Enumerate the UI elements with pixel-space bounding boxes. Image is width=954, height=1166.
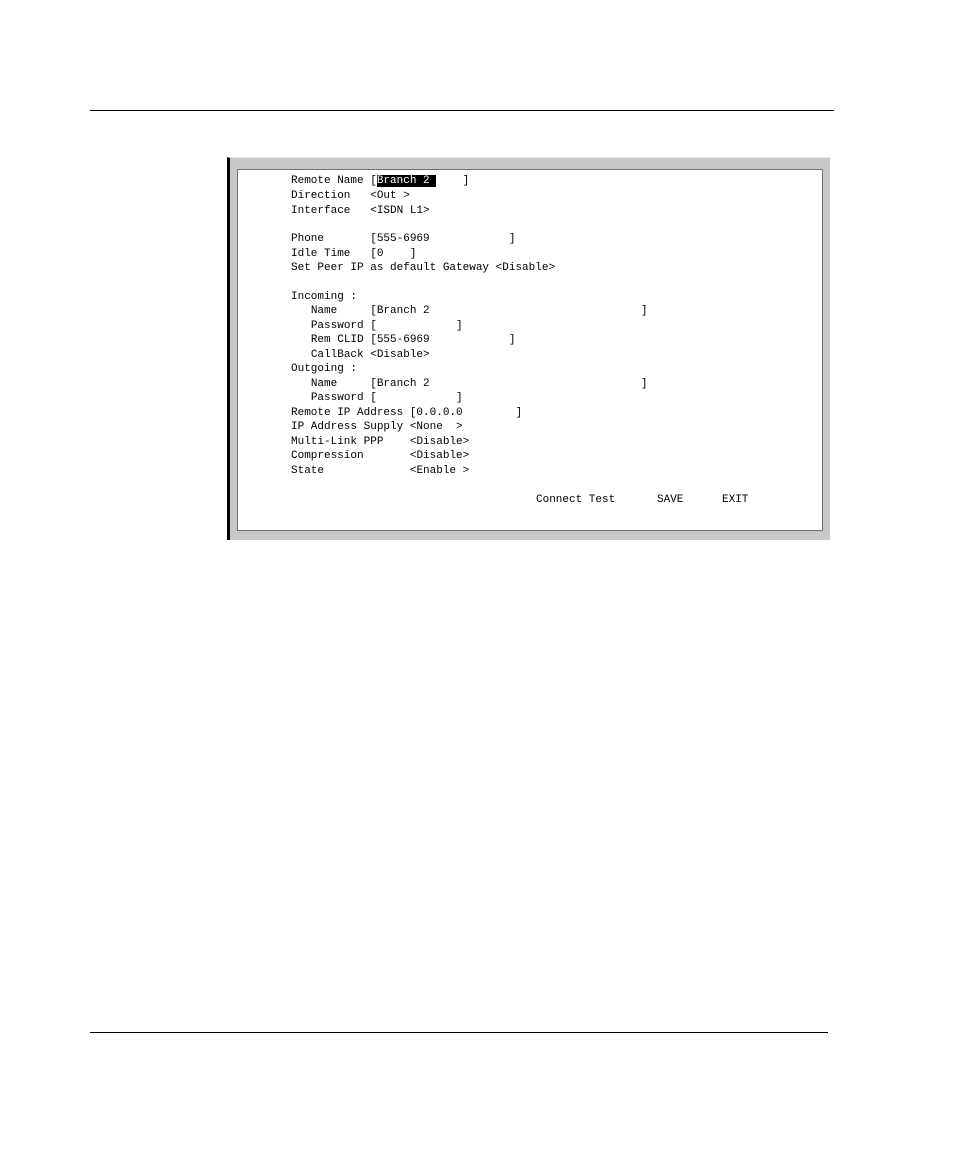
outgoing-name-row: Name [Branch 2 ]: [310, 378, 648, 390]
compression-label: Compression: [291, 450, 364, 462]
ip-supply-field[interactable]: None: [416, 421, 457, 433]
rem-clid-field[interactable]: 555-6969: [376, 334, 430, 346]
remote-ip-field[interactable]: 0.0.0.0: [416, 407, 463, 419]
peer-gateway-label: Set Peer IP as default Gateway: [291, 262, 490, 274]
state-label: State: [291, 465, 325, 477]
direction-field[interactable]: Out: [376, 190, 404, 202]
peer-gateway-row: Set Peer IP as default Gateway <Disable>: [291, 262, 556, 274]
peer-gateway-field[interactable]: Disable: [502, 262, 549, 274]
bottom-rule: [90, 1032, 828, 1033]
incoming-name-label: Name: [310, 305, 338, 317]
remote-name-field[interactable]: Branch 2: [376, 175, 437, 187]
outgoing-name-label: Name: [310, 378, 338, 390]
phone-row: Phone [555-6969 ]: [291, 233, 516, 245]
outgoing-password-label: Password: [310, 392, 364, 404]
direction-label: Direction: [291, 190, 351, 202]
phone-field[interactable]: 555-6969: [376, 233, 430, 245]
interface-label: Interface: [291, 205, 351, 217]
idle-time-row: Idle Time [0 ]: [291, 248, 417, 260]
outgoing-heading: Outgoing :: [291, 363, 358, 375]
direction-row: Direction <Out >: [291, 190, 410, 202]
remote-ip-row: Remote IP Address [0.0.0.0 ]: [291, 407, 523, 419]
rem-clid-label: Rem CLID: [310, 334, 364, 346]
exit-button[interactable]: EXIT: [722, 494, 749, 506]
phone-label: Phone: [291, 233, 325, 245]
ip-supply-row: IP Address Supply <None >: [291, 421, 463, 433]
state-field[interactable]: Enable: [416, 465, 463, 477]
interface-field[interactable]: ISDN L1: [376, 205, 424, 217]
idle-time-label: Idle Time: [291, 248, 351, 260]
remote-name-label: Remote Name: [291, 175, 364, 187]
terminal-screen: [237, 169, 823, 531]
multilink-row: Multi-Link PPP <Disable>: [291, 436, 470, 448]
multilink-field[interactable]: Disable: [416, 436, 463, 448]
callback-row: CallBack <Disable>: [310, 349, 430, 361]
connect-test-button[interactable]: Connect Test: [536, 494, 616, 506]
compression-field[interactable]: Disable: [416, 450, 463, 462]
save-button[interactable]: SAVE: [657, 494, 684, 506]
incoming-password-row: Password [ ]: [310, 320, 463, 332]
incoming-name-row: Name [Branch 2 ]: [310, 305, 648, 317]
compression-row: Compression <Disable>: [291, 450, 470, 462]
outgoing-name-field[interactable]: Branch 2: [376, 378, 430, 390]
idle-time-field[interactable]: 0: [376, 248, 384, 260]
callback-label: CallBack: [310, 349, 364, 361]
outgoing-password-row: Password [ ]: [310, 392, 463, 404]
ip-supply-label: IP Address Supply: [291, 421, 404, 433]
incoming-password-label: Password: [310, 320, 364, 332]
callback-field[interactable]: Disable: [376, 349, 424, 361]
multilink-label: Multi-Link PPP: [291, 436, 384, 448]
remote-ip-label: Remote IP Address: [291, 407, 404, 419]
top-rule: [90, 110, 834, 111]
remote-name-row: Remote Name [Branch 2 ]: [291, 175, 470, 187]
interface-row: Interface <ISDN L1>: [291, 205, 430, 217]
state-row: State <Enable >: [291, 465, 470, 477]
incoming-name-field[interactable]: Branch 2: [376, 305, 430, 317]
incoming-heading: Incoming :: [291, 291, 358, 303]
terminal-window: [227, 157, 830, 540]
rem-clid-row: Rem CLID [555-6969 ]: [310, 334, 516, 346]
